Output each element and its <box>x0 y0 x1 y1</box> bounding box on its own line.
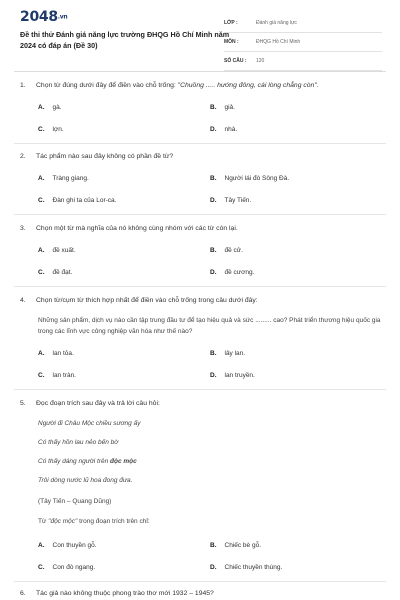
meta-row-subject: MÔN : ĐHQG Hồ Chí Minh <box>224 33 382 52</box>
q3-option-d[interactable]: D. đề cương. <box>210 269 255 276</box>
q2-option-d[interactable]: D. Tây Tiến. <box>210 197 252 204</box>
q3-option-c[interactable]: C. đề đạt. <box>38 269 73 276</box>
q4-option-d[interactable]: D. lan truyền. <box>210 372 255 379</box>
question-2: 2. Tác phẩm nào sau đây không có phần đề từ? <box>20 153 174 160</box>
q3-option-b[interactable]: B. đề cử. <box>210 247 243 254</box>
q5-option-d[interactable]: D. Chiếc thuyền thúng. <box>210 564 283 571</box>
separator <box>14 214 386 215</box>
q4-option-c[interactable]: C. lan tràn. <box>38 372 76 379</box>
q1-option-c[interactable]: C. lợn. <box>38 126 64 133</box>
separator <box>14 581 386 582</box>
q4-option-b[interactable]: B. lây lan. <box>210 350 246 357</box>
q4-passage: Những sản phẩm, dịch vụ nào cần tập trung đầu tư để tạo hiệu quả và sức ......... cao? Phát triển thương hiệu quốc gia trong các lĩnh vực công nghiệp văn hóa như thế nào? <box>38 317 381 335</box>
meta-box <box>224 14 382 71</box>
question-4: 4. Chọn từ/cụm từ thích hợp nhất để điền vào chỗ trống trong câu dưới đây: <box>20 297 258 304</box>
poem-source: (Tây Tiến – Quang Dũng) <box>38 498 112 505</box>
q4-option-a[interactable]: A. lan tỏa. <box>38 350 74 357</box>
poem-line-4: Trôi dòng nước lũ hoa đong đưa. <box>38 477 133 484</box>
separator <box>14 143 386 144</box>
question-6: 6. Tác giả nào không thuộc phong trào thơ mới 1932 – 1945? <box>20 590 214 597</box>
page-title: Đề thi thử Đánh giá năng lực trường ĐHQG Hồ Chí Minh năm 2024 có đáp án (Đề 30) <box>20 30 230 50</box>
poem-line-3: Có thấy dáng người trên độc mộc <box>38 458 137 465</box>
q2-option-c[interactable]: C. Đàn ghi ta của Lor-ca. <box>38 197 117 204</box>
q1-option-a[interactable]: A. gà. <box>38 104 62 111</box>
meta-row-count: SỐ CÂU : 120 <box>224 52 382 71</box>
separator <box>14 389 386 390</box>
q5-option-b[interactable]: B. Chiếc bè gỗ. <box>210 542 261 549</box>
poem-line-1: Người đi Châu Mộc chiều sương ấy <box>38 420 141 427</box>
question-5: 5. Đọc đoạn trích sau đây và trả lời câu hỏi: <box>20 400 160 407</box>
q2-option-b[interactable]: B. Người lái đò Sông Đà. <box>210 175 290 182</box>
question-1: 1. Chọn từ đúng dưới đây để điền vào chỗ trống: "Chuồng ..... hướng đông, cái lòng chẳng còn". <box>20 82 319 89</box>
meta-row-class: LỚP : Đánh giá năng lực <box>224 14 382 33</box>
logo[interactable]: 2048.vn <box>20 9 68 25</box>
q1-option-d[interactable]: D. nhà. <box>210 126 238 133</box>
q3-option-a[interactable]: A. đề xuất. <box>38 247 76 254</box>
q1-option-b[interactable]: B. giả. <box>210 104 235 111</box>
q5-option-a[interactable]: A. Con thuyền gỗ. <box>38 542 97 549</box>
question-3: 3. Chọn một từ mà nghĩa của nó không cùng nhóm với các từ còn lại. <box>20 225 238 232</box>
poem-line-2: Có thấy hồn lau nẻo bến bờ <box>38 439 119 446</box>
q2-option-a[interactable]: A. Tràng giang. <box>38 175 89 182</box>
header <box>0 0 400 62</box>
divider <box>14 71 386 72</box>
q5-option-c[interactable]: C. Con đò ngang. <box>38 564 96 571</box>
separator <box>14 286 386 287</box>
q5-ask: Từ "độc mộc" trong đoạn trích trên chỉ: <box>38 518 150 525</box>
